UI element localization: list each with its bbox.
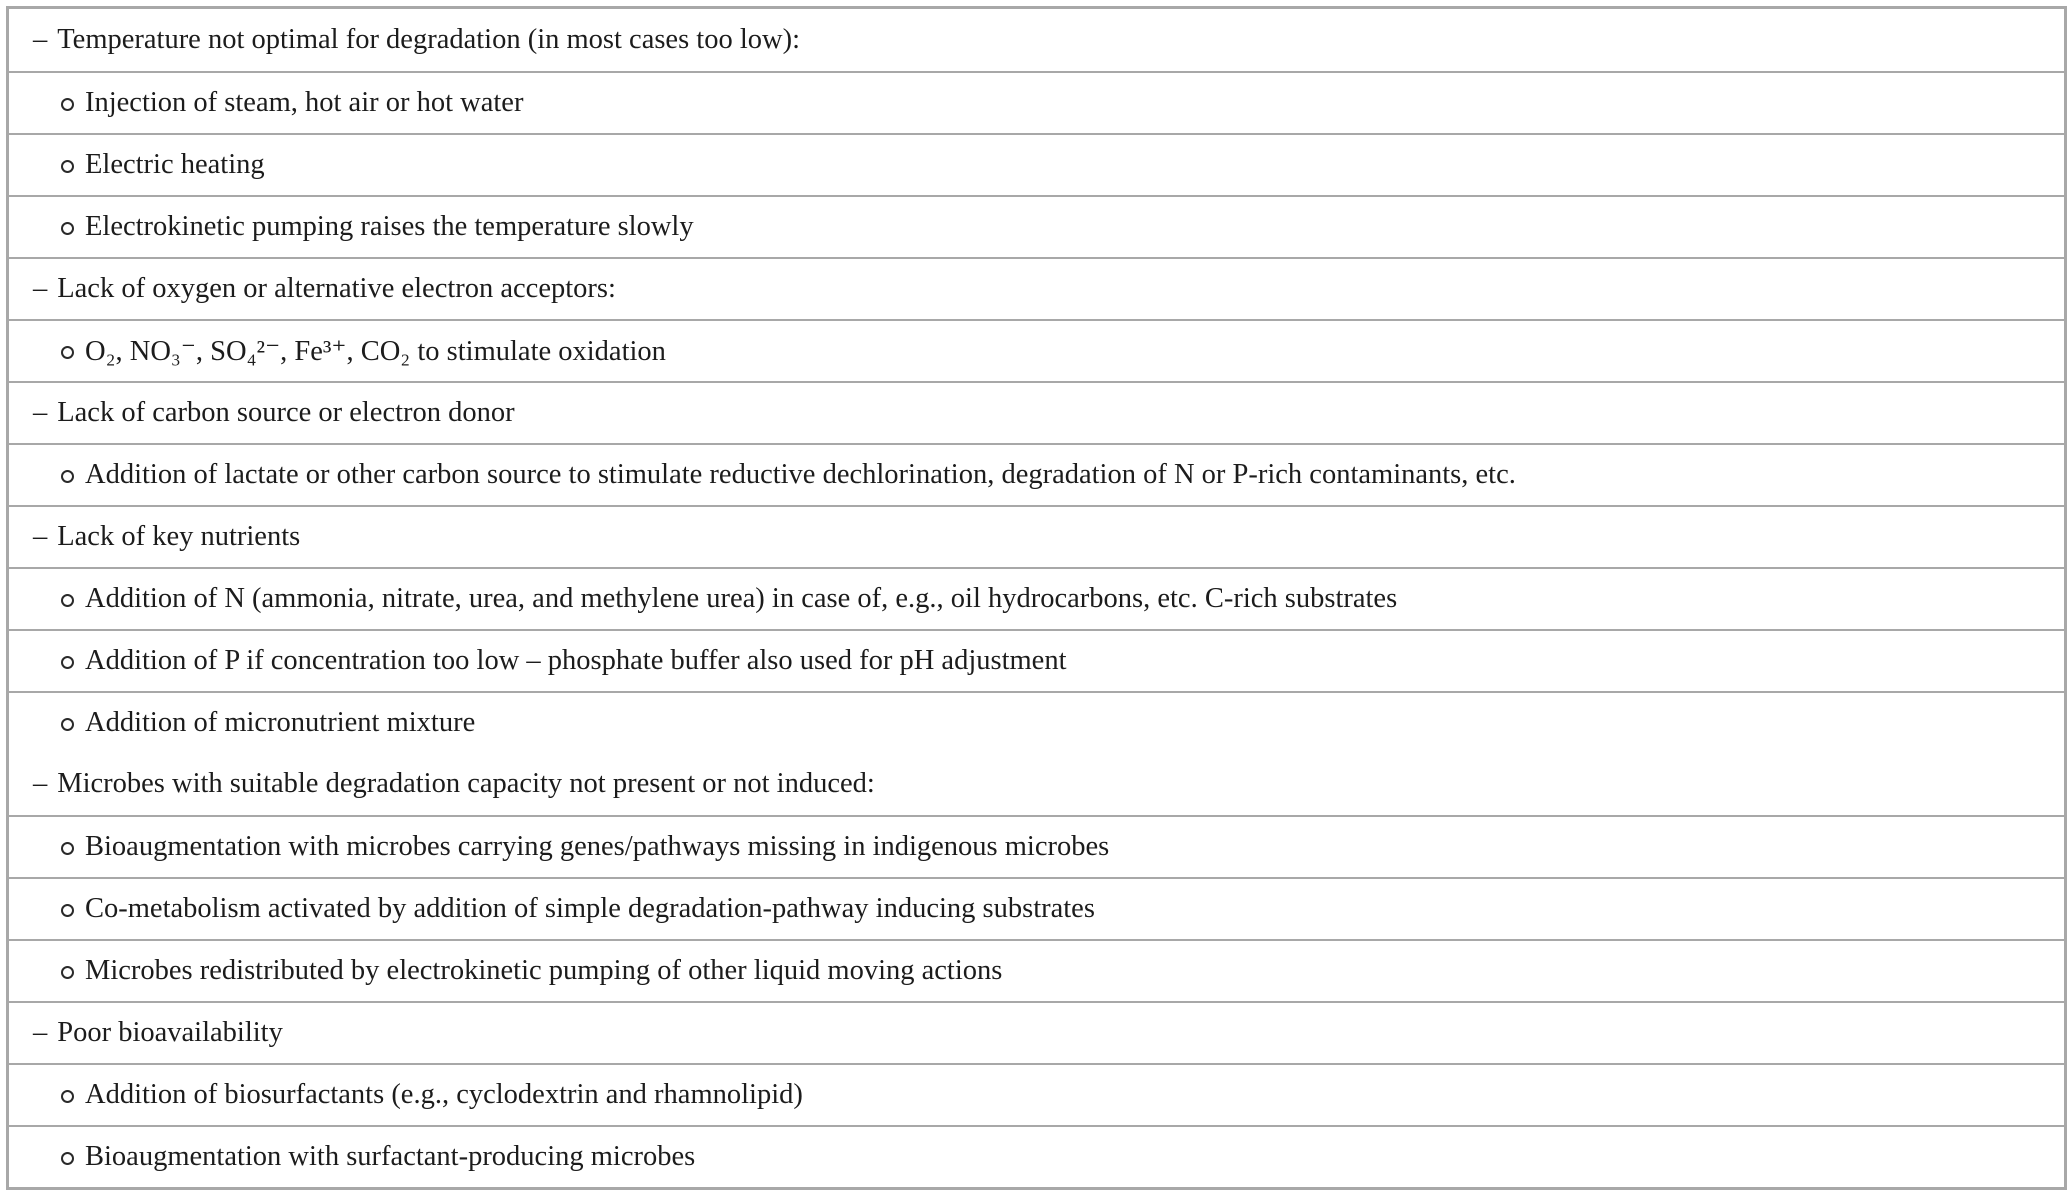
table-row xyxy=(9,753,2064,815)
row-text: Lack of key nutrients xyxy=(57,521,301,552)
table-row xyxy=(9,1063,2064,1125)
table-row xyxy=(9,877,2064,939)
row-text: Electrokinetic pumping raises the temperature slowly xyxy=(85,211,694,242)
row-text: Addition of micronutrient mixture xyxy=(85,707,476,738)
circle-bullet-icon xyxy=(61,1152,74,1165)
remediation-table xyxy=(6,6,2067,1190)
circle-bullet-icon xyxy=(61,842,74,855)
dash-marker: – xyxy=(33,1017,48,1048)
row-text: Addition of lactate or other carbon source to stimulate reductive dechlorination, degradation of N or P-rich contaminants, etc. xyxy=(85,459,1516,490)
dash-marker: – xyxy=(33,521,48,552)
row-text: Bioaugmentation with surfactant-producing microbes xyxy=(85,1141,696,1172)
table-row xyxy=(9,567,2064,629)
table-row xyxy=(9,71,2064,133)
row-text: Electric heating xyxy=(85,149,265,180)
row-text: Addition of N (ammonia, nitrate, urea, and methylene urea) in case of, e.g., oil hydrocarbons, etc. C-rich substrates xyxy=(85,583,1398,614)
table-row xyxy=(9,815,2064,877)
circle-bullet-icon xyxy=(61,98,74,111)
row-text: Bioaugmentation with microbes carrying genes/pathways missing in indigenous microbes xyxy=(85,831,1110,862)
circle-bullet-icon xyxy=(61,594,74,607)
row-text: Microbes with suitable degradation capacity not present or not induced: xyxy=(57,768,875,799)
table-row xyxy=(9,1125,2064,1187)
circle-bullet-icon xyxy=(61,656,74,669)
row-text: Injection of steam, hot air or hot water xyxy=(85,87,524,118)
circle-bullet-icon xyxy=(61,222,74,235)
table-row xyxy=(9,939,2064,1001)
table-row xyxy=(9,1001,2064,1063)
table-row xyxy=(9,629,2064,691)
row-text: Lack of carbon source or electron donor xyxy=(57,397,515,428)
table-row xyxy=(9,691,2064,753)
circle-bullet-icon xyxy=(61,904,74,917)
circle-bullet-icon xyxy=(61,966,74,979)
table-row xyxy=(9,195,2064,257)
dash-marker: – xyxy=(33,24,48,55)
row-text: O₂, NO₃⁻, SO₄²⁻, Fe³⁺, CO₂ to stimulate oxidation xyxy=(85,336,666,367)
row-text: Temperature not optimal for degradation (in most cases too low): xyxy=(57,24,801,55)
row-text: Lack of oxygen or alternative electron acceptors: xyxy=(57,273,616,304)
table-row xyxy=(9,505,2064,567)
table-row xyxy=(9,381,2064,443)
circle-bullet-icon xyxy=(61,160,74,173)
table-row xyxy=(9,9,2064,71)
circle-bullet-icon xyxy=(61,346,74,359)
row-text: Poor bioavailability xyxy=(57,1017,283,1048)
table-row xyxy=(9,133,2064,195)
table-row xyxy=(9,443,2064,505)
row-text: Addition of P if concentration too low – phosphate buffer also used for pH adjustment xyxy=(85,645,1067,676)
row-text: Addition of biosurfactants (e.g., cyclodextrin and rhamnolipid) xyxy=(85,1079,803,1110)
table-row xyxy=(9,257,2064,319)
circle-bullet-icon xyxy=(61,718,74,731)
dash-marker: – xyxy=(33,768,48,799)
dash-marker: – xyxy=(33,273,48,304)
table-row xyxy=(9,319,2064,381)
circle-bullet-icon xyxy=(61,470,74,483)
row-text: Co-metabolism activated by addition of simple degradation-pathway inducing substrates xyxy=(85,893,1095,924)
dash-marker: – xyxy=(33,397,48,428)
row-text: Microbes redistributed by electrokinetic pumping of other liquid moving actions xyxy=(85,955,1003,986)
circle-bullet-icon xyxy=(61,1090,74,1103)
